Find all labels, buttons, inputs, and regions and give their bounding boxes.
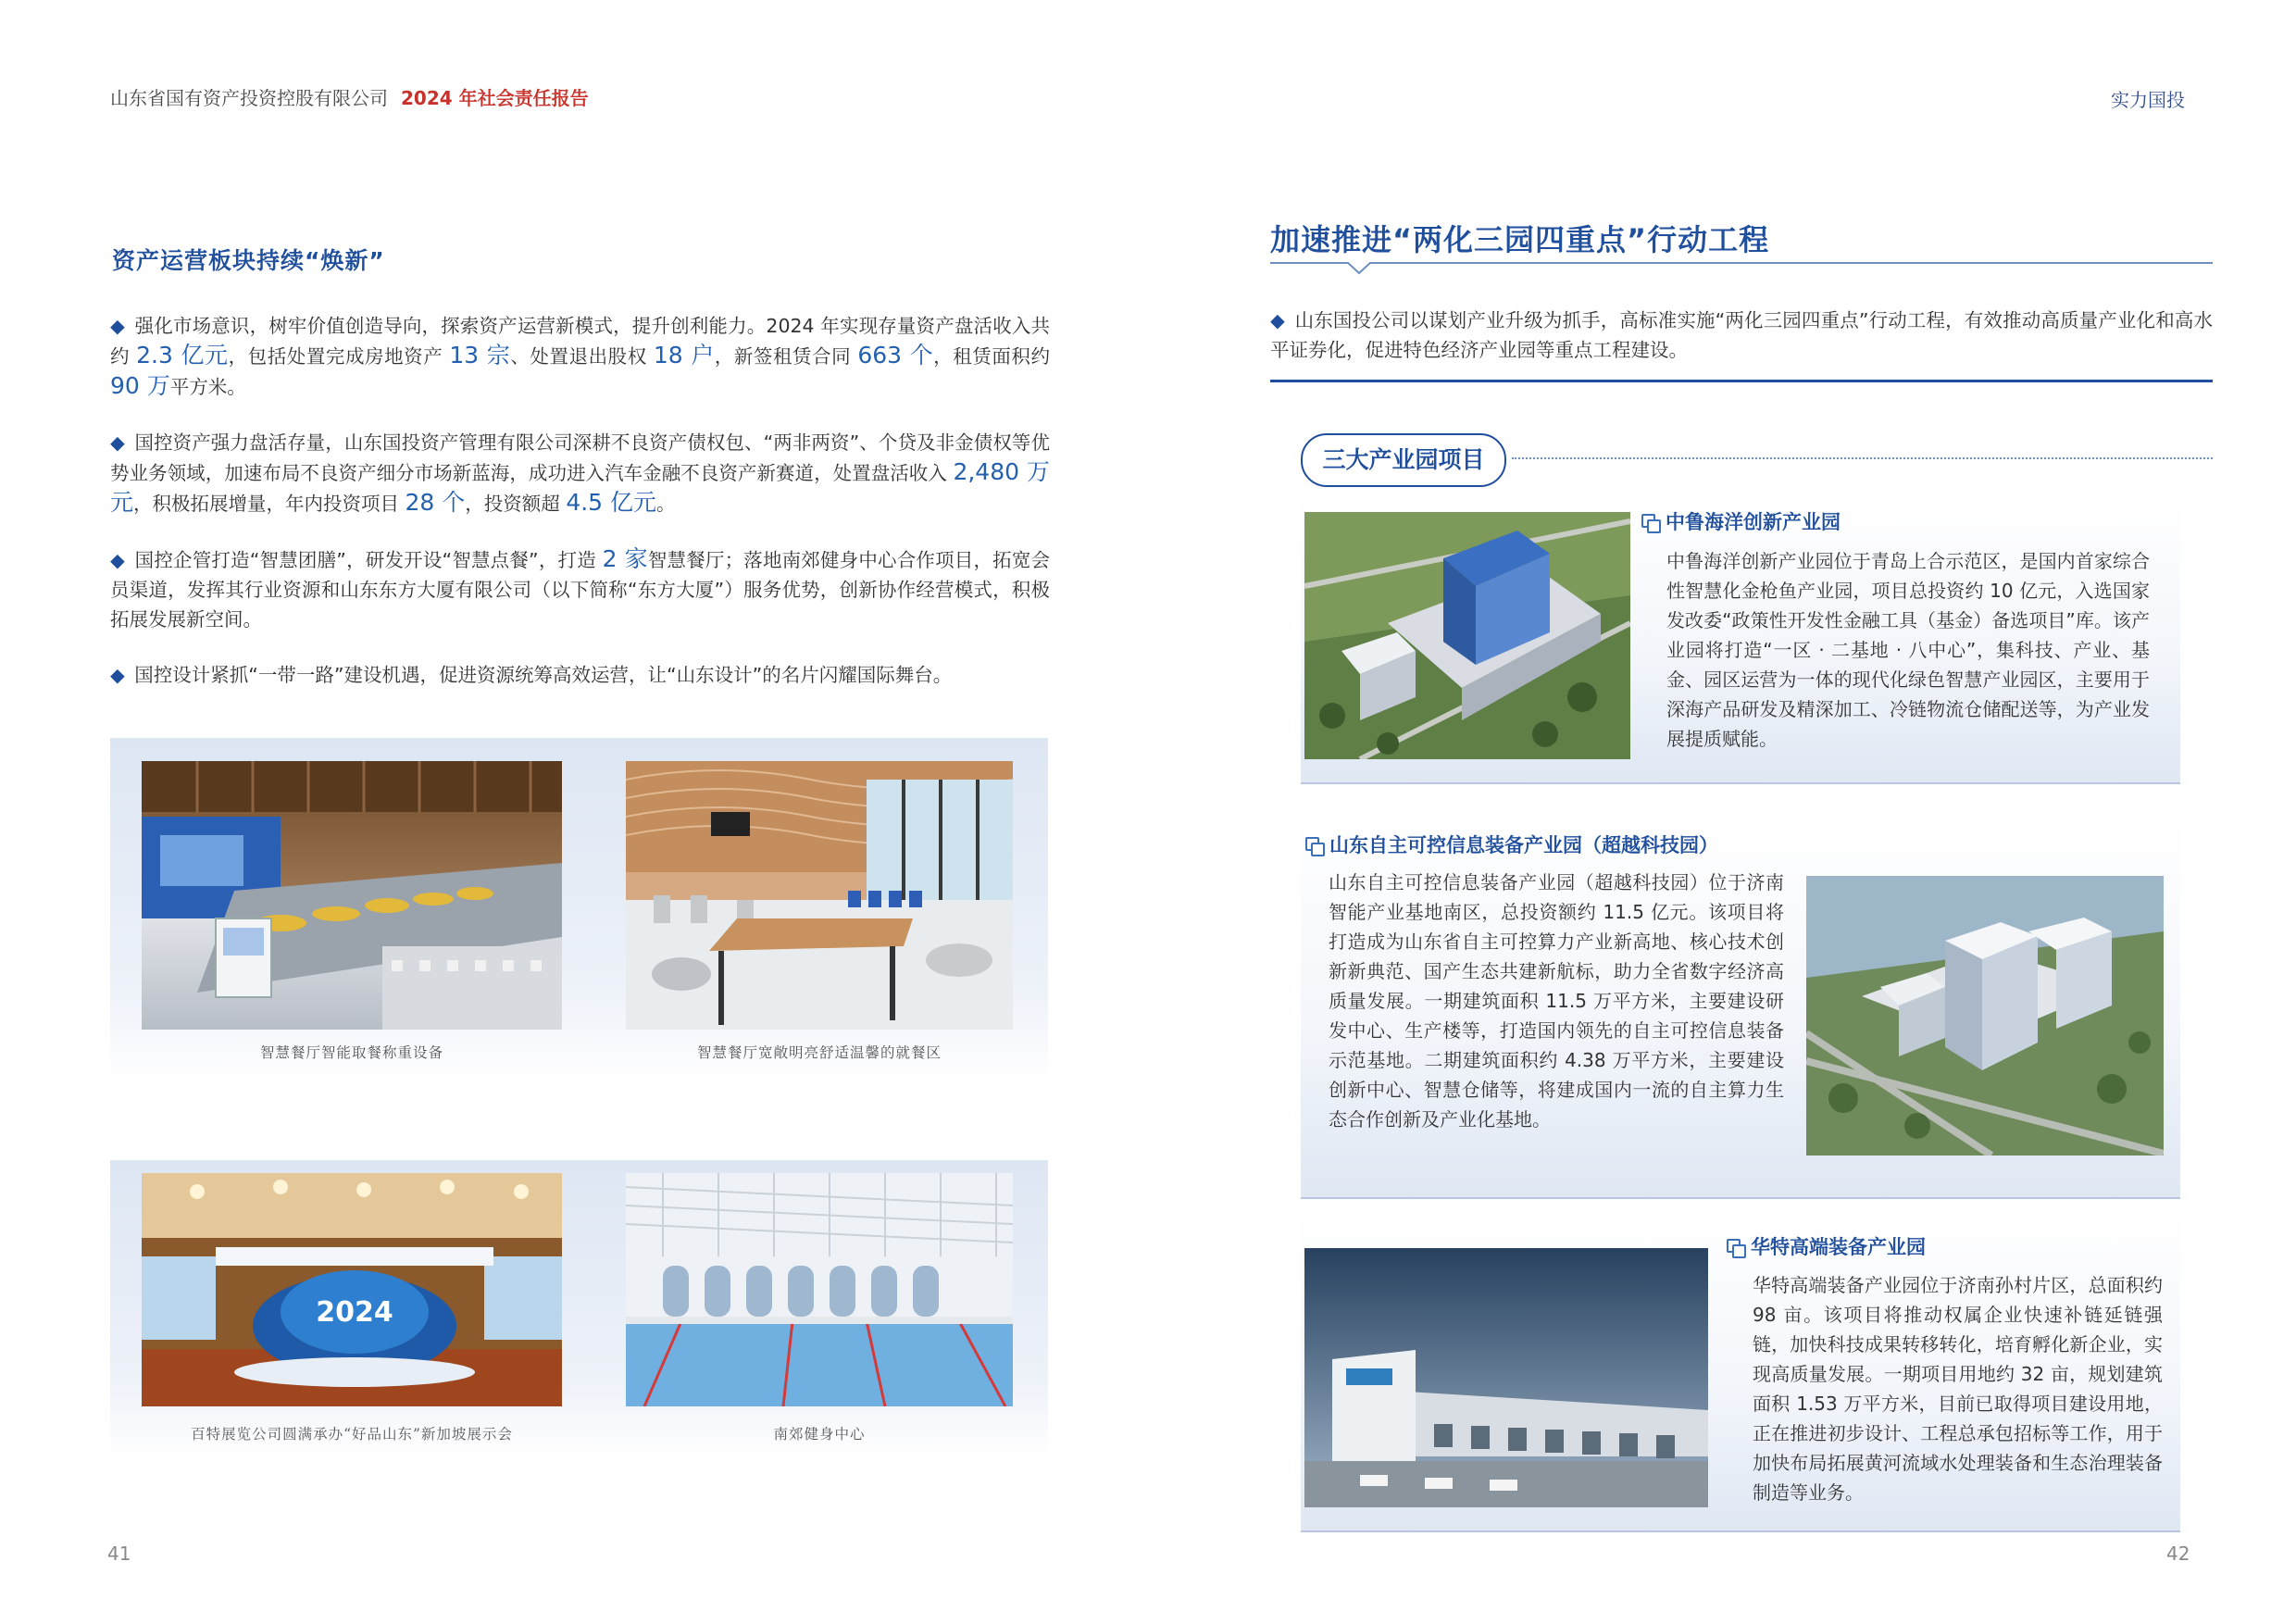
highlight-number: 90 万 — [110, 372, 170, 399]
canteen-equipment-photo — [142, 761, 562, 1030]
photo-caption: 南郊健身中心 — [773, 1426, 866, 1443]
highlight-number: 4.5 亿元 — [566, 489, 657, 516]
project-description-1: 中鲁海洋创新产业园位于青岛上合示范区，是国内首家综合性智慧化金枪鱼产业园，项目总投资约 10 亿元，入选国家发改委“政策性开发性金融工具（基金）备选项目”库。该产业园将打造“一区 · 二基地 · 八中心”，集科技、产业、基金、园区运营为一体的现代化绿色智慧产业园区，主要用于深海产品研发及精深加工、冷链物流仓储配送等，为产业发展提质赋能。 — [1666, 550, 2150, 750]
fitness-center-pool-photo — [626, 1173, 1013, 1406]
highlight-number: 28 个 — [405, 489, 466, 516]
projects-pill-label: 三大产业园项目 — [1301, 433, 1506, 487]
section-label: 实力国投 — [2111, 89, 2185, 111]
photo-caption: 百特展览公司圆满承办“好品山东”新加坡展示会 — [191, 1426, 513, 1443]
paragraph-1: ◆ 强化市场意识，树牢价值创造导向，探索资产运营新模式，提升创利能力。2024 年实现存量资产盘活收入共约 2.3 亿元，包括处置完成房地资产 13 宗、处置退出股权 18 户，新签租赁合同 663 个，租赁面积约 90 万平方米。 — [110, 315, 1051, 399]
photo-caption: 智慧餐厅智能取餐称重设备 — [259, 1044, 443, 1061]
paragraph-3: ◆ 国控企管打造“智慧团膳”，研发开设“智慧点餐”，打造 2 家智慧餐厅；落地南郊健身中心合作项目，拓宽会员渠道，发挥其行业资源和山东东方大厦有限公司（以下简称“东方大厦”）服务优势，创新协作经营模式，积极拓展发展新空间。 — [110, 545, 1051, 631]
dotted-divider — [1512, 457, 2213, 459]
highlight-number: 2.3 亿元 — [136, 342, 229, 369]
company-name: 山东省国有资产投资控股有限公司 — [110, 87, 388, 109]
project-heading-2: 山东自主可控信息装备产业园（超越科技园） — [1305, 831, 1718, 858]
project-description-2: 山东自主可控信息装备产业园（超越科技园）位于济南智能产业基地南区，总投资额约 11.5 亿元。该项目将打造成为山东省自主可控算力产业新高地、核心技术创新新典范、国产生态共建新航标，助力全省数字经济高质量发展。一期建筑面积 11.5 万平方米，主要建设研发中心、生产楼等，打造国内领先的自主可控信息装备示范基地。二期建筑面积约 4.38 万平方米，主要建设创新中心、智慧仓储等，将建成国内一流的自主算力生态合作创新及产业化基地。 — [1329, 871, 1784, 1131]
page-number-right: 42 — [2166, 1543, 2190, 1565]
highlight-number: 663 个 — [857, 342, 934, 369]
highlight-number: 2,480 万元 — [110, 458, 1050, 516]
project-icon — [1305, 837, 1322, 854]
project-icon — [1727, 1239, 1743, 1255]
bullet-diamond-icon: ◆ — [110, 431, 125, 454]
left-section-title: 资产运营板块持续“焕新” — [112, 247, 385, 274]
bullet-diamond-icon: ◆ — [110, 664, 125, 686]
equipment-park-rendering-photo — [1304, 1248, 1708, 1507]
intro-divider — [1270, 380, 2213, 382]
highlight-number: 18 户 — [653, 342, 715, 369]
report-header — [110, 83, 589, 110]
highlight-number: 13 宗 — [449, 342, 511, 369]
page-number-left: 41 — [107, 1543, 131, 1565]
bullet-diamond-icon: ◆ — [1270, 309, 1285, 331]
booth-year-text: 2024 — [316, 1296, 393, 1329]
title-notch-icon — [1347, 262, 1371, 275]
photo-caption: 智慧餐厅宽敞明亮舒适温馨的就餐区 — [696, 1044, 942, 1061]
right-intro-paragraph: ◆ 山东国投公司以谋划产业升级为抓手，高标准实施“两化三园四重点”行动工程，有效推动高质量产业化和高水平证券化，促进特色经济产业园等重点工程建设。 — [1270, 309, 2213, 361]
report-title: 2024 年社会责任报告 — [401, 87, 589, 109]
title-divider — [1270, 262, 2213, 264]
bullet-diamond-icon: ◆ — [110, 549, 125, 571]
project-heading-3: 华特高端装备产业园 — [1727, 1232, 1926, 1260]
marine-park-aerial-photo — [1304, 512, 1630, 759]
project-icon — [1641, 514, 1658, 531]
bullet-diamond-icon: ◆ — [110, 315, 125, 337]
tech-park-aerial-photo — [1806, 876, 2164, 1156]
project-heading-1: 中鲁海洋创新产业园 — [1641, 507, 1841, 535]
project-description-3: 华特高端装备产业园位于济南孙村片区，总面积约 98 亩。该项目将推动权属企业快速补链延链强链，加快科技成果转移转化，培育孵化新企业，实现高质量发展。一期项目用地约 32 亩，规划建筑面积 1.53 万平方米，目前已取得项目建设用地，正在推进初步设计、工程总承包招标等工作，用于加快布局拓展黄河流域水处理装备和生态治理装备制造等业务。 — [1753, 1274, 2163, 1504]
paragraph-4: ◆ 国控设计紧抓“一带一路”建设机遇，促进资源统筹高效运营，让“山东设计”的名片闪耀国际舞台。 — [110, 664, 953, 686]
highlight-number: 2 家 — [602, 545, 648, 572]
right-section-title: 加速推进“两化三园四重点”行动工程 — [1270, 222, 1770, 257]
paragraph-2: ◆ 国控资产强力盘活存量，山东国投资产管理有限公司深耕不良资产债权包、“两非两资”、个贷及非金债权等优势业务领域，加速布局不良资产细分市场新蓝海，成功进入汽车金融不良资产新赛道，处置盘活收入 2,480 万元，积极拓展增量，年内投资项目 28 个，投资额超 4.5 亿元。 — [110, 431, 1051, 516]
canteen-dining-area-photo — [626, 761, 1013, 1030]
exhibition-photo — [142, 1173, 562, 1406]
